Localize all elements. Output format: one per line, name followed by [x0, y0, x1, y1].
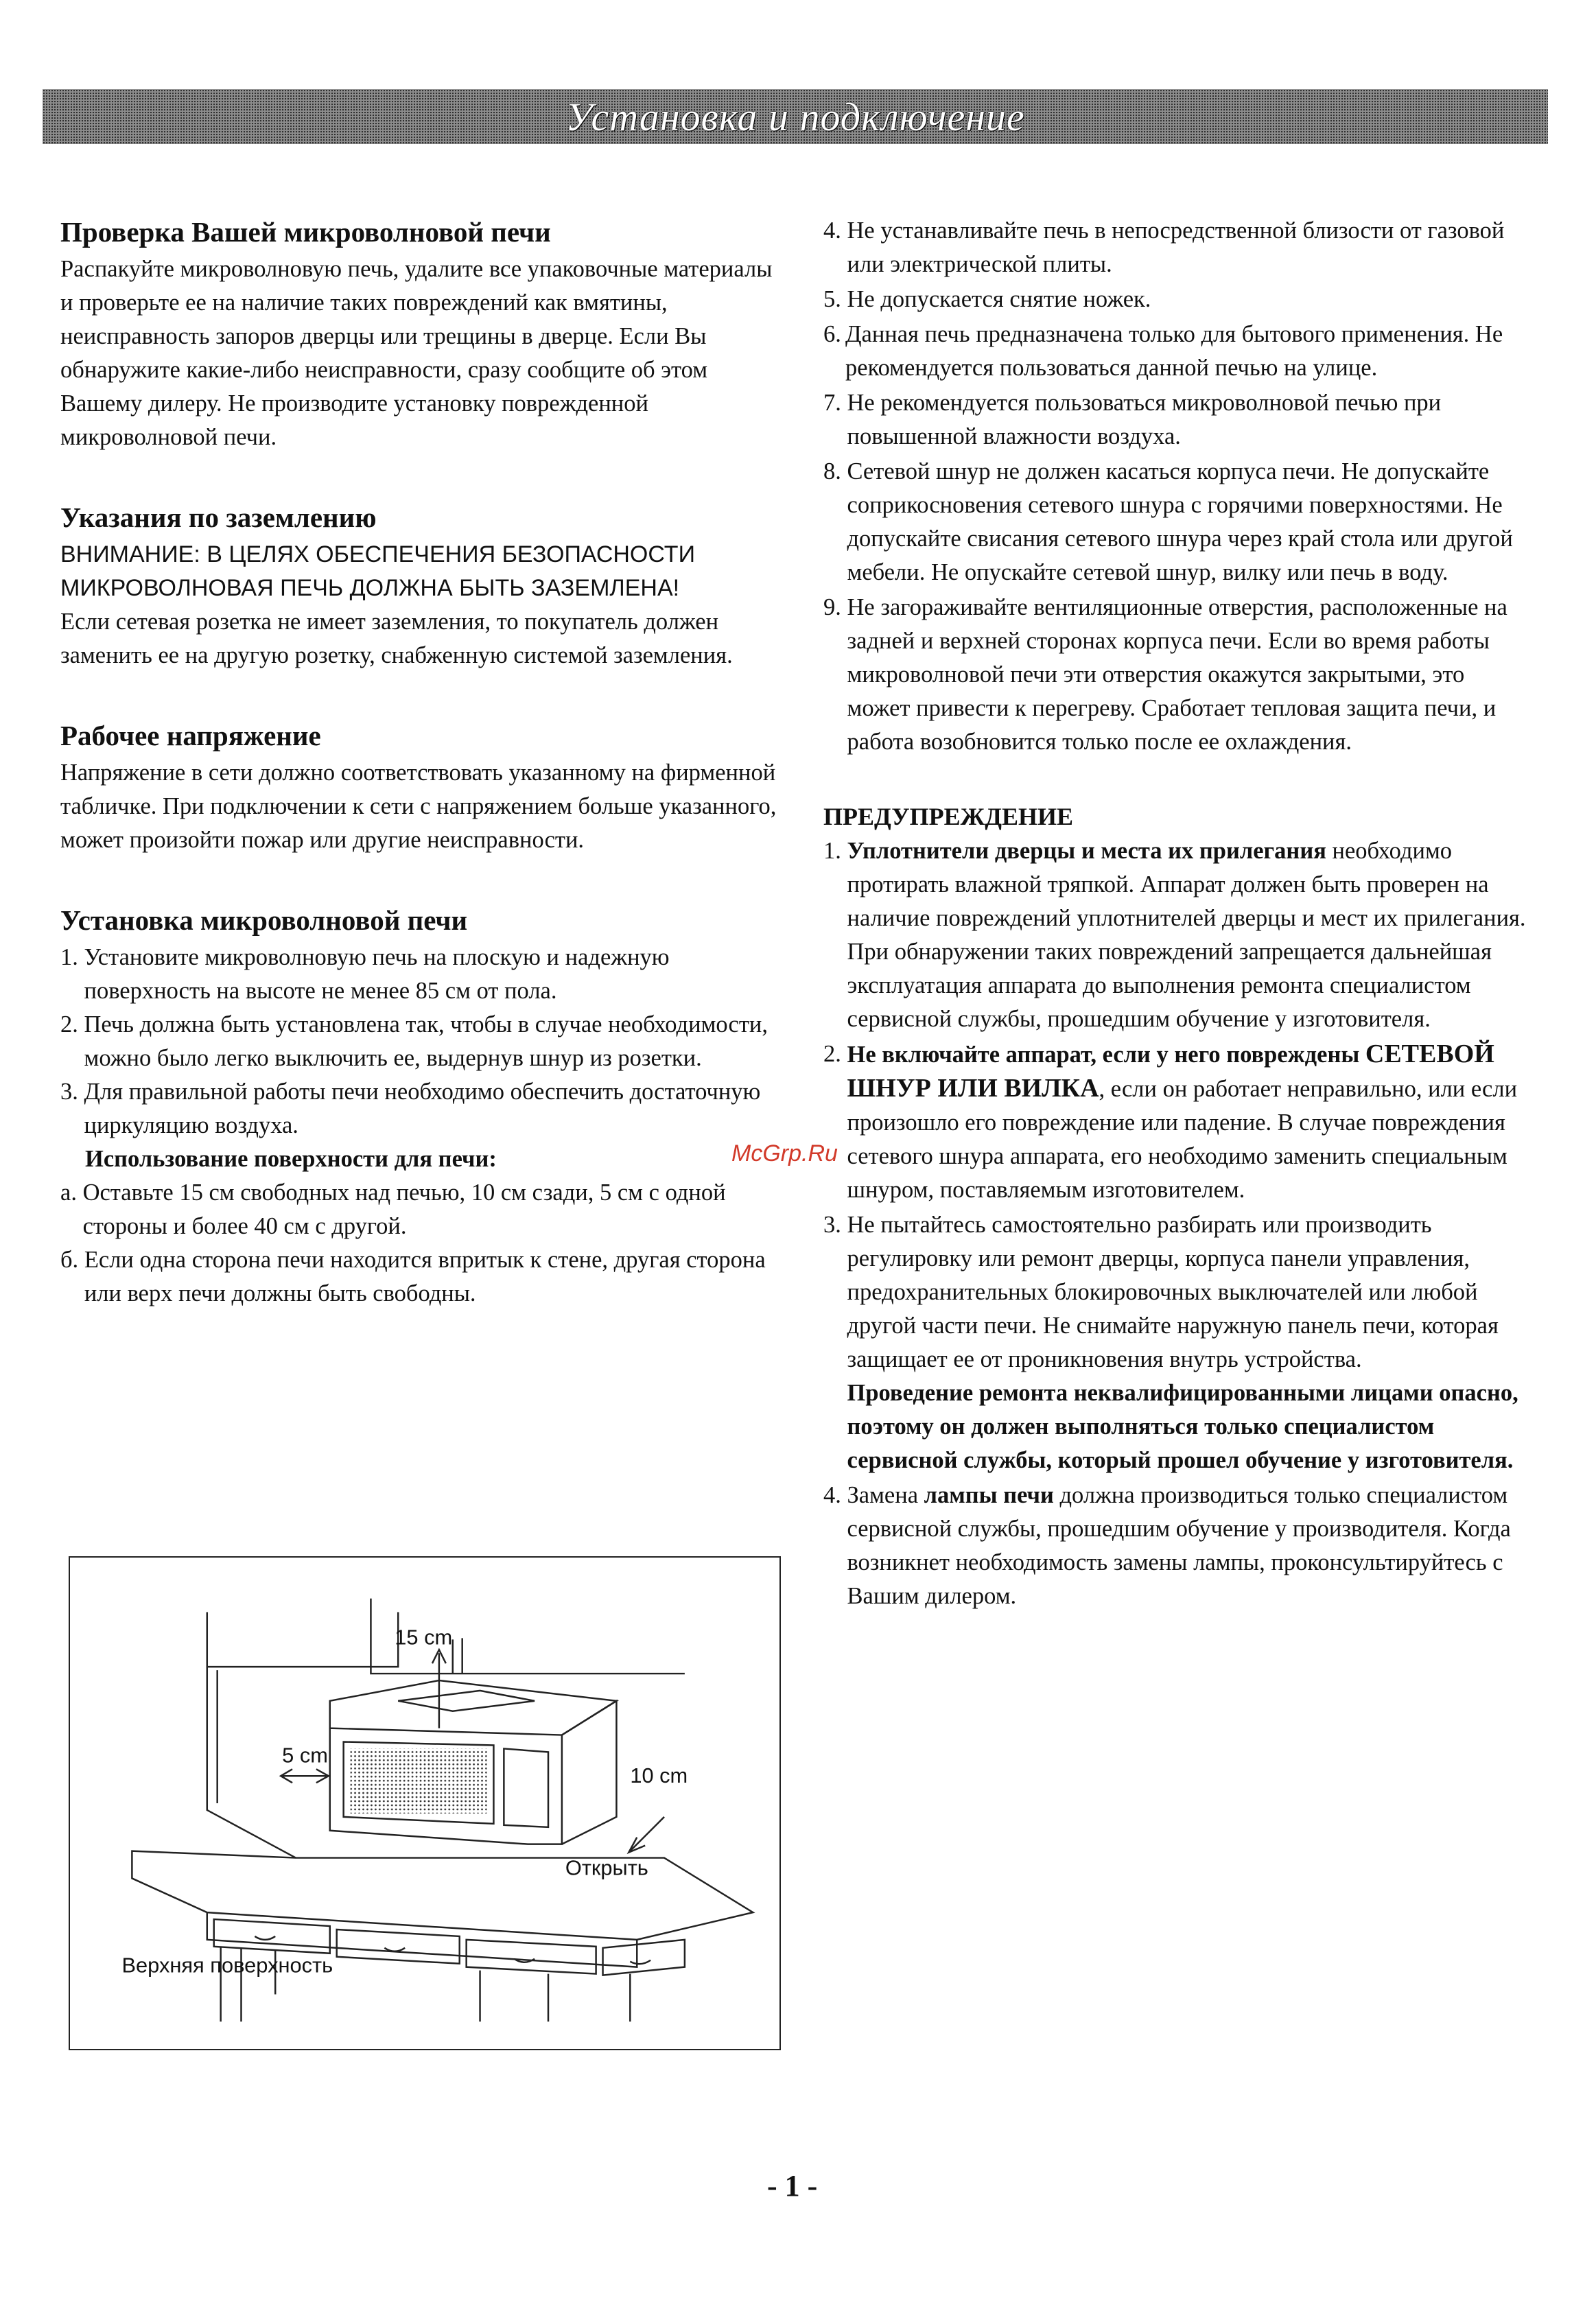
warning-text-2: [847, 1037, 1531, 1207]
list-item: [823, 455, 1530, 589]
page-title: Установка и подключение: [565, 94, 1025, 139]
page-number: - 1 -: [767, 2169, 818, 2203]
list-item-number: 1.: [60, 944, 84, 970]
list-item-text: Не загораживайте вентиляционные отверстия, расположенные на задней и верхней сторонах корпуса печи. Если во время работы микроволновой печи эти отверстия окажутся закрытыми, это может привести к перегреву. Сработает тепловая защита печи, и работа возобновится только после ее охлаждения.: [847, 594, 1507, 755]
list-item: [60, 1075, 788, 1142]
list-item: [823, 283, 1530, 316]
warning-text-4: [847, 1479, 1531, 1613]
list-item: [60, 1008, 788, 1075]
list-item-number: 9.: [823, 594, 847, 620]
list-item-text: Для правильной работы печи необходимо обеспечить достаточную циркуляцию воздуха.: [84, 1079, 761, 1138]
label-open: Открыть: [565, 1855, 648, 1880]
section-check: [60, 214, 788, 454]
warning-text-1: [847, 834, 1531, 1036]
list-item-number: 5.: [823, 286, 847, 312]
list-item-number: 6.: [823, 321, 841, 347]
list-item-text: Оставьте 15 см свободных над печью, 10 см сзади, 5 см с одной стороны и более 40 см с другой.: [82, 1180, 726, 1239]
diagram-illustration: [70, 1558, 779, 2049]
section-title-check: Проверка Вашей микроволновой печи: [60, 216, 551, 248]
section-install: [60, 902, 788, 1311]
surface-subtitle: Использование поверхности для печи:: [85, 1146, 497, 1172]
list-item-number: 4.: [823, 1482, 847, 1508]
right-column: [823, 214, 1530, 1615]
section-text-voltage: Напряжение в сети должно соответствовать указанному на фирменной табличке. При подключении к сети с напряжением больше указанного, может произойти пожар или другие неисправности.: [60, 760, 777, 853]
list-item: [823, 386, 1530, 454]
section-title-voltage: Рабочее напряжение: [60, 720, 321, 751]
label-side-clearance: 5 cm: [282, 1743, 328, 1768]
warning-body-3: Не пытайтесь самостоятельно разбирать или производить регулировку или ремонт дверцы, корпуса панели управления, предохранительных блокировочных выключателей или любой другой части печи. Не снимайте наружную панель печи, которая защищает ее от проникновения внутрь устройства.: [847, 1212, 1499, 1372]
list-item: [823, 214, 1530, 281]
list-item-text: Сетевой шнур не должен касаться корпуса печи. Не допускайте соприкосновения сетевого шнура с горячими поверхностями. Не допускайте свисания сетевого шнура через край стола или другой мебели. Не опускайте сетевой шнур, вилку или печь в воду.: [847, 458, 1513, 585]
list-item-number: 7.: [823, 390, 847, 416]
list-item-text: Не рекомендуется пользоваться микроволновой печью при повышенной влажности воздуха.: [847, 390, 1442, 449]
list-item-text: Печь должна быть установлена так, чтобы в случае необходимости, можно было легко выключить ее, выдернув шнур из розетки.: [84, 1011, 768, 1071]
list-item-number: 3.: [60, 1079, 84, 1105]
section-text-check: Распакуйте микроволновую печь, удалите все упаковочные материалы и проверьте ее на наличие таких повреждений как вмятины, неисправность запоров дверцы или трещины в дверце. Если Вы обнаружите какие-либо неисправности, сразу сообщите об этом Вашему дилеру. Не производите установку поврежденной микроволновой печи.: [60, 256, 773, 450]
list-item-text: Данная печь предназначена только для бытового применения. Не рекомендуется пользоваться данной печью на улице.: [845, 321, 1503, 381]
list-item-text: Если одна сторона печи находится впритык к стене, другая сторона или верх печи должны быть свободны.: [84, 1247, 766, 1306]
list-item-number: 2.: [60, 1011, 84, 1037]
warning-item: [823, 1479, 1530, 1613]
list-item-number: 2.: [823, 1041, 847, 1067]
list-item: [60, 941, 788, 1008]
list-item-letter: б.: [60, 1247, 84, 1273]
section-text-grounding: Если сетевая розетка не имеет заземления, то покупатель должен заменить ее на другую розетку, снабженную системой заземления.: [60, 609, 733, 668]
warning-body-2: , если он работает неправильно, или если произошло его повреждение или падение. В случае повреждения сетевого шнура аппарата, его необходимо заменить специальным шнуром, поставляемым изготовителем.: [847, 1076, 1518, 1203]
warning-body-1: необходимо протирать влажной тряпкой. Аппарат должен быть проверен на наличие повреждений уплотнителей дверцы и мест их прилегания. При обнаружении таких повреждений запрещается дальнейшая эксплуатация аппарата до выполнения ремонта специалистом сервисной службы, прошедшим обучение у изготовителя.: [847, 838, 1526, 1032]
warning-bold-3: Проведение ремонта неквалифицированными лицами опасно, поэтому он должен выполняться только специалистом сервисной службы, который прошел обучение у изготовителя.: [847, 1380, 1518, 1473]
installation-diagram: [69, 1556, 781, 2050]
list-item: [823, 591, 1530, 759]
warning-item: [823, 1037, 1530, 1207]
list-item-text: Не допускается снятие ножек.: [847, 286, 1151, 312]
warning-text-3: [847, 1208, 1531, 1477]
list-item: [60, 1243, 788, 1311]
list-item-letter: а.: [60, 1180, 83, 1206]
list-item: [60, 1176, 788, 1243]
warning-pre-4: Замена: [847, 1482, 919, 1508]
list-item-number: 8.: [823, 458, 847, 484]
warning-item: [823, 1208, 1530, 1477]
warning-item: [823, 834, 1530, 1036]
warning-body-4: должна производиться только специалистом сервисной службы, прошедшим обучение у производителя. Когда возникнет необходимость замены лампы, проконсультируйтесь с Вашим дилером.: [847, 1482, 1511, 1609]
list-item-text: Не устанавливайте печь в непосредственной близости от газовой или электрической плиты.: [847, 218, 1505, 277]
label-top-clearance: 15 cm: [395, 1625, 453, 1650]
label-top-surface: Верхняя поверхность: [121, 1953, 333, 1978]
list-item: [823, 318, 1530, 385]
section-voltage: [60, 718, 788, 857]
grounding-warning: ВНИМАНИЕ: В ЦЕЛЯХ ОБЕСПЕЧЕНИЯ БЕЗОПАСНОСТИ МИКРОВОЛНОВАЯ ПЕЧЬ ДОЛЖНА БЫТЬ ЗАЗЕМЛЕНА!: [60, 541, 696, 601]
warning-bold-1: Уплотнители дверцы и места их прилегания: [847, 838, 1326, 864]
list-item-number: 1.: [823, 838, 847, 864]
list-item-number: 4.: [823, 218, 847, 244]
warning-bold-4: лампы печи: [924, 1482, 1054, 1508]
left-column: [60, 214, 788, 1356]
section-title-grounding: Указания по заземлению: [60, 502, 377, 533]
label-back-clearance: 10 cm: [630, 1763, 688, 1788]
list-item-number: 3.: [823, 1212, 847, 1238]
section-grounding: [60, 500, 788, 672]
warning-bold-2: Не включайте аппарат, если у него повреждены: [847, 1042, 1360, 1068]
watermark-text: McGrp.Ru: [731, 1140, 838, 1166]
warning-caps-2: СЕТЕВОЙ ШНУР ИЛИ ВИЛКА: [847, 1040, 1494, 1103]
page-title-bar: [43, 89, 1548, 144]
section-title-install: Установка микроволновой печи: [60, 904, 468, 936]
list-item-text: Установите микроволновую печь на плоскую и надежную поверхность на высоте не менее 85 см от пола.: [84, 944, 670, 1004]
warning-heading: ПРЕДУПРЕЖДЕНИЕ: [823, 803, 1074, 830]
